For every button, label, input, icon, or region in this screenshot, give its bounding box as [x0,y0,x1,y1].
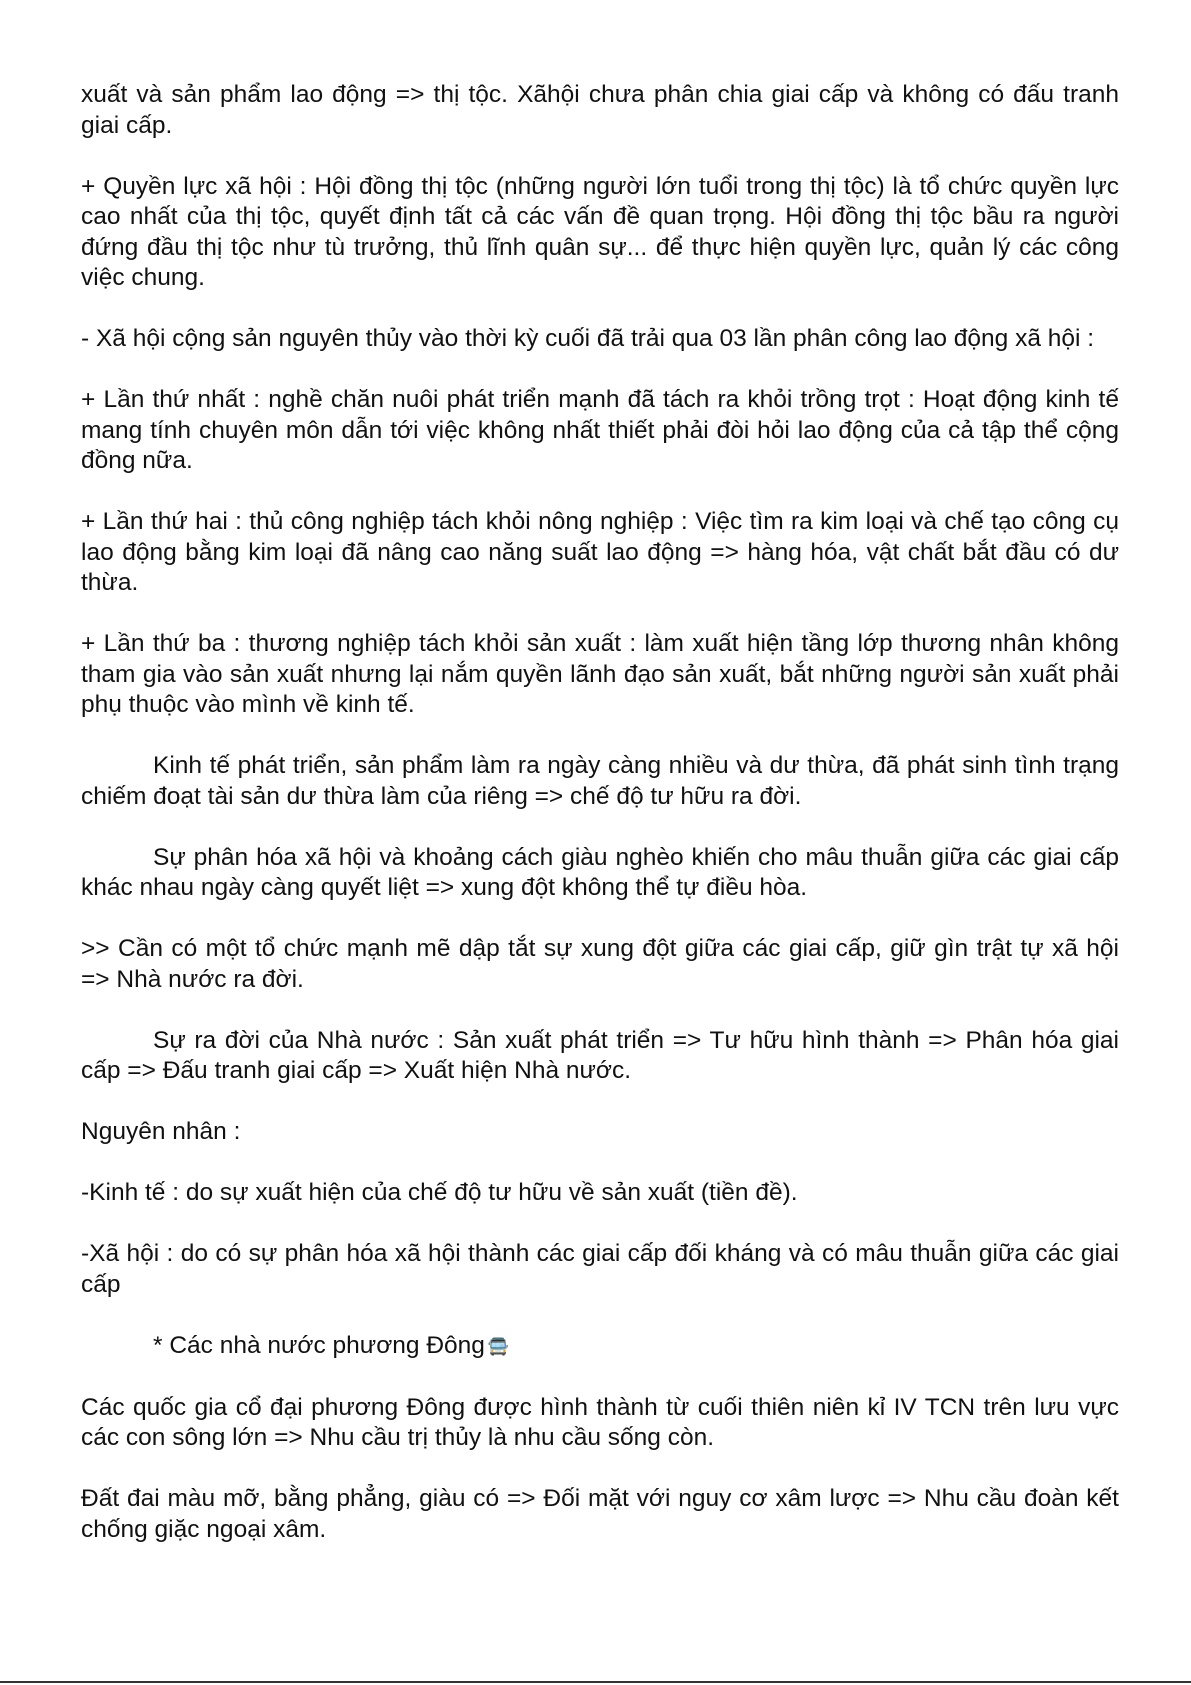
page-bottom-rule [0,1681,1191,1683]
paragraph-third-division: + Lần thứ ba : thương nghiệp tách khỏi sản xuất : làm xuất hiện tầng lớp thương nhân không tham gia vào sản xuất nhưng lại nắm quyền lãnh đạo sản xuất, bắt những người sản xuất phải phụ thuộc vào mình về kinh tế. [81,630,1119,718]
paragraph-private-property: Kinh tế phát triển, sản phẩm làm ra ngày càng nhiều và dư thừa, đã phát sinh tình trạng chiếm đoạt tài sản dư thừa làm của riêng => chế độ tư hữu ra đời. [81,752,1119,810]
paragraph-fertile-land: Đất đai màu mỡ, bằng phẳng, giàu có => Đối mặt với nguy cơ xâm lược => Nhu cầu đoàn kết chống giặc ngoại xâm. [81,1485,1119,1543]
paragraph-state-origin-chain: Sự ra đời của Nhà nước : Sản xuất phát triển => Tư hữu hình thành => Phân hóa giai cấp => Đấu tranh giai cấp => Xuất hiện Nhà nước. [81,1026,1119,1084]
paragraph-social-cause: -Xã hội : do có sự phân hóa xã hội thành các giai cấp đối kháng và có mâu thuẫn giữa các giai cấp [81,1240,1119,1298]
paragraph-state-emergence: >> Cần có một tổ chức mạnh mẽ dập tắt sự xung đột giữa các giai cấp, giữ gìn trật tự xã hội => Nhà nước ra đời. [81,935,1119,993]
paragraph-second-division: + Lần thứ hai : thủ công nghiệp tách khỏi nông nghiệp : Việc tìm ra kim loại và chế tạo công cụ lao động bằng kim loại đã nâng cao năng suất lao động => hàng hóa, vật chất bắt đầu có dư thừa. [81,508,1119,596]
paragraph-clan-society: xuất và sản phẩm lao động => thị tộc. Xãhội chưa phân chia giai cấp và không có đấu tranh giai cấp. [81,81,1119,139]
paragraph-economic-cause: -Kinh tế : do sự xuất hiện của chế độ tư hữu về sản xuất (tiền đề). [81,1179,798,1206]
section-heading-text: * Các nhà nước phương Đông [153,1331,485,1359]
section-heading-eastern-states [81,1331,1119,1363]
paragraph-first-division: + Lần thứ nhất : nghề chăn nuôi phát triển mạnh đã tách ra khỏi trồng trọt : Hoạt động kinh tế mang tính chuyên môn dẫn tới việc không nhất thiết phải đòi hỏi lao động của cả tập thể cộng đồng nữa. [81,386,1119,474]
document-page [81,80,1119,1576]
paragraph-causes-heading: Nguyên nhân : [81,1118,241,1145]
paragraph-class-conflict: Sự phân hóa xã hội và khoảng cách giàu nghèo khiến cho mâu thuẫn giữa các giai cấp khác nhau ngày càng quyết liệt => xung đột không thể tự điều hòa. [81,843,1119,901]
paragraph-river-civilizations: Các quốc gia cổ đại phương Đông được hình thành từ cuối thiên niên kỉ IV TCN trên lưu vực các con sông lớn => Nhu cầu trị thủy là nhu cầu sống còn. [81,1393,1119,1451]
paragraph-division-of-labor: - Xã hội cộng sản nguyên thủy vào thời kỳ cuối đã trải qua 03 lần phân công lao động xã hội : [81,325,1095,352]
bus-icon: 🚍 [487,1336,510,1356]
paragraph-social-power: + Quyền lực xã hội : Hội đồng thị tộc (những người lớn tuổi trong thị tộc) là tổ chức quyền lực cao nhất của thị tộc, quyết định tất cả các vấn đề quan trọng. Hội đồng thị tộc bầu ra người đứng đầu thị tộc như tù trưởng, thủ lĩnh quân sự... để thực hiện quyền lực, quản lý các công việc chung. [81,172,1119,291]
